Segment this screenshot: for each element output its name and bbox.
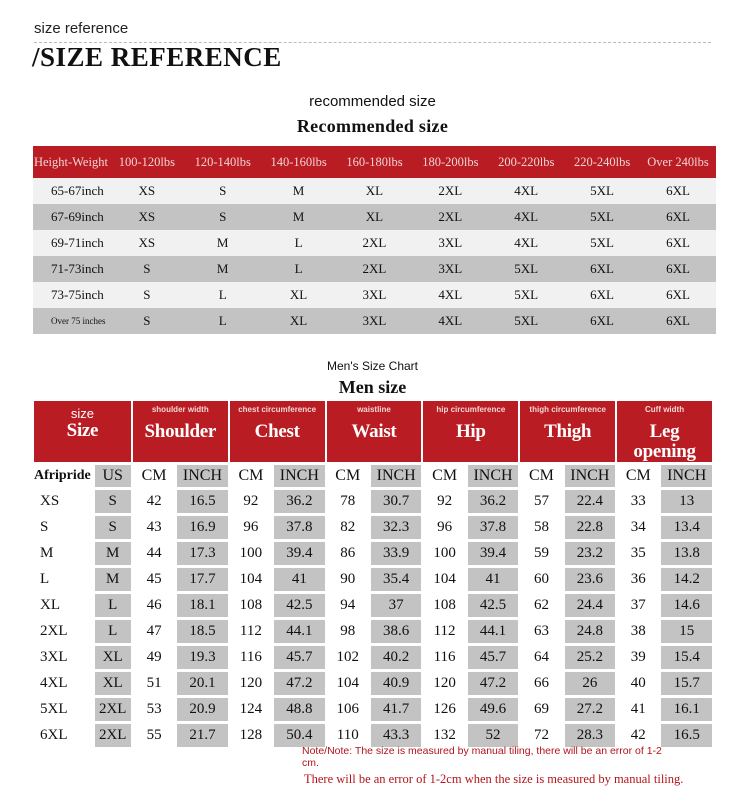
measurement-cell: 132 — [433, 727, 456, 743]
measurement-cell: 17.7 — [177, 568, 227, 591]
column-header-thigh — [520, 401, 615, 462]
measurement-cell: 43 — [146, 519, 162, 535]
recommended-size-table — [33, 146, 716, 334]
table-row — [33, 204, 716, 230]
measurement-cell: 62 — [533, 597, 549, 613]
size-cell: 5XL — [488, 282, 564, 308]
column-header-label: hip circumference — [436, 405, 506, 414]
size-cell: 4XL — [488, 204, 564, 230]
column-header-hip — [423, 401, 518, 462]
size-cell: XL — [261, 282, 337, 308]
measurement-cell: 69 — [533, 701, 549, 717]
size-cell: 3XL — [40, 649, 68, 665]
measurement-cell: 66 — [533, 675, 549, 691]
size-cell: 5XL — [488, 256, 564, 282]
size-cell: M — [95, 542, 131, 565]
measurement-cell: 23.2 — [565, 542, 615, 565]
measurement-cell: 110 — [336, 727, 359, 743]
size-cell: 6XL — [640, 178, 716, 204]
measurement-cell: 15.7 — [661, 672, 712, 695]
mens-size-chart-label: Men's Size Chart — [327, 359, 418, 373]
measurement-cell: 18.1 — [177, 594, 227, 617]
size-cell: L — [95, 594, 131, 617]
size-cell: 6XL — [640, 204, 716, 230]
measurement-cell: 42.5 — [468, 594, 518, 617]
column-header-shoulder — [133, 401, 228, 462]
measurement-cell: 116 — [239, 649, 262, 665]
column-header-label: thigh circumference — [529, 405, 606, 414]
size-cell: XL — [95, 646, 131, 669]
height-cell: 71-73inch — [33, 256, 109, 282]
measurement-cell: 92 — [243, 493, 259, 509]
measurement-cell: 18.5 — [177, 620, 227, 643]
size-cell: S — [95, 490, 131, 513]
size-cell: XS — [109, 178, 185, 204]
table-row — [34, 698, 712, 721]
measurement-cell: 108 — [433, 597, 456, 613]
table-row — [33, 308, 716, 334]
recommended-size-label: recommended size — [309, 93, 436, 110]
size-cell: XL — [337, 204, 413, 230]
measurement-cell: 40.2 — [371, 646, 421, 669]
measurement-cell: 15 — [661, 620, 712, 643]
measurement-cell: 46 — [146, 597, 162, 613]
measurement-cell: 41 — [274, 568, 324, 591]
size-cell: XL — [95, 672, 131, 695]
size-cell: XS — [40, 493, 60, 509]
measurement-cell: 24.4 — [565, 594, 615, 617]
measurement-cell: 13 — [661, 490, 712, 513]
measurement-cell: 96 — [243, 519, 259, 535]
measurement-cell: 40 — [630, 675, 646, 691]
table-row — [33, 282, 716, 308]
size-cell: L — [261, 230, 337, 256]
table-header-row — [34, 401, 712, 462]
size-cell: XS — [109, 230, 185, 256]
measurement-cell: 15.4 — [661, 646, 712, 669]
measurement-cell: 78 — [340, 493, 356, 509]
measurement-cell: 27.2 — [565, 698, 615, 721]
size-cell: 3XL — [412, 256, 488, 282]
measurement-cell: 34 — [630, 519, 646, 535]
column-header-title: Waist — [351, 421, 397, 442]
size-cell: XS — [109, 204, 185, 230]
unit-header: US — [95, 465, 131, 487]
size-cell: 4XL — [412, 308, 488, 334]
unit-header: CM — [625, 467, 651, 484]
column-header-chest — [230, 401, 325, 462]
measurement-cell: 39.4 — [274, 542, 324, 565]
measurement-cell: 20.1 — [177, 672, 227, 695]
size-cell: 4XL — [488, 230, 564, 256]
table-row — [34, 542, 712, 565]
size-cell: M — [185, 230, 261, 256]
height-cell: 67-69inch — [33, 204, 109, 230]
measurement-cell: 38 — [630, 623, 646, 639]
size-cell: 5XL — [564, 178, 640, 204]
men-size-title: Men size — [338, 377, 407, 397]
column-header-title: Size — [66, 420, 99, 441]
size-cell: M — [261, 204, 337, 230]
size-cell: M — [95, 568, 131, 591]
size-cell: 2XL — [337, 256, 413, 282]
column-header-waist — [327, 401, 422, 462]
size-cell: 6XL — [640, 230, 716, 256]
unit-header: INCH — [177, 465, 227, 487]
table-row — [34, 594, 712, 617]
measurement-cell: 104 — [239, 571, 263, 587]
measurement-cell: 37.8 — [468, 516, 518, 539]
measurement-cell: 124 — [239, 701, 263, 717]
measurement-cell: 25.2 — [565, 646, 615, 669]
measurement-cell: 16.9 — [177, 516, 227, 539]
size-cell: 2XL — [412, 204, 488, 230]
size-cell: S — [95, 516, 131, 539]
size-cell: S — [109, 308, 185, 334]
size-cell: 6XL — [40, 727, 68, 743]
measurement-cell: 59 — [533, 545, 549, 561]
size-cell: L — [95, 620, 131, 643]
measurement-cell: 44.1 — [274, 620, 324, 643]
measurement-cell: 37.8 — [274, 516, 324, 539]
size-cell: 2XL — [40, 623, 68, 639]
measurement-cell: 14.2 — [661, 568, 712, 591]
table-row — [34, 672, 712, 695]
unit-header: INCH — [468, 465, 518, 487]
men-size-table — [32, 398, 714, 750]
measurement-cell: 45.7 — [274, 646, 324, 669]
size-cell: 3XL — [337, 282, 413, 308]
measurement-cell: 21.7 — [177, 724, 227, 747]
measurement-cell: 16.1 — [661, 698, 712, 721]
table-row — [33, 256, 716, 282]
size-cell: S — [109, 256, 185, 282]
measurement-cell: 35 — [630, 545, 646, 561]
size-cell: 3XL — [412, 230, 488, 256]
column-header: 220-240lbs — [564, 146, 640, 178]
size-cell: L — [261, 256, 337, 282]
size-cell: 5XL — [564, 230, 640, 256]
unit-header-row — [34, 465, 712, 487]
measurement-cell: 24.8 — [565, 620, 615, 643]
measurement-cell: 35.4 — [371, 568, 421, 591]
size-cell: 6XL — [564, 308, 640, 334]
column-header: 180-200lbs — [412, 146, 488, 178]
unit-header: INCH — [661, 465, 712, 487]
measurement-cell: 94 — [340, 597, 356, 613]
measurement-cell: 48.8 — [274, 698, 324, 721]
size-cell: L — [185, 308, 261, 334]
size-cell: 2XL — [95, 724, 131, 747]
column-header: 100-120lbs — [109, 146, 185, 178]
measurement-cell: 37 — [630, 597, 646, 613]
measurement-cell: 60 — [533, 571, 549, 587]
measurement-cell: 42 — [630, 727, 646, 743]
column-header-label: waistline — [357, 405, 391, 414]
size-cell: S — [185, 204, 261, 230]
table-row — [34, 568, 712, 591]
measurement-cell: 19.3 — [177, 646, 227, 669]
measurement-cell: 104 — [336, 675, 359, 691]
size-cell: 6XL — [564, 256, 640, 282]
column-header: 200-220lbs — [488, 146, 564, 178]
table-row — [34, 646, 712, 669]
measurement-cell: 90 — [340, 571, 356, 587]
measurement-cell: 120 — [239, 675, 263, 691]
size-cell: XL — [40, 597, 60, 613]
measurement-cell: 28.3 — [565, 724, 615, 747]
measurement-cell: 42 — [146, 493, 162, 509]
size-cell: 2XL — [412, 178, 488, 204]
measurement-note-en: There will be an error of 1-2cm when the size is measured by manual tiling. — [304, 772, 684, 786]
size-cell: 3XL — [337, 308, 413, 334]
measurement-cell: 64 — [533, 649, 549, 665]
size-cell: 6XL — [640, 308, 716, 334]
size-cell: M — [261, 178, 337, 204]
size-cell: L — [40, 571, 50, 587]
measurement-cell: 37 — [371, 594, 421, 617]
size-cell: 4XL — [412, 282, 488, 308]
measurement-cell: 40.9 — [371, 672, 421, 695]
size-cell: 6XL — [640, 282, 716, 308]
measurement-cell: 63 — [533, 623, 549, 639]
column-header: Over 240lbs — [640, 146, 716, 178]
measurement-cell: 13.8 — [661, 542, 712, 565]
measurement-cell: 108 — [239, 597, 263, 613]
measurement-cell: 82 — [340, 519, 356, 535]
unit-header: CM — [238, 467, 264, 484]
size-cell: 5XL — [564, 204, 640, 230]
column-header-title: Thigh — [544, 421, 592, 442]
height-cell: 65-67inch — [33, 178, 109, 204]
measurement-cell: 17.3 — [177, 542, 227, 565]
measurement-cell: 41 — [630, 701, 646, 717]
size-cell: XL — [261, 308, 337, 334]
measurement-cell: 120 — [433, 675, 456, 691]
measurement-cell: 36.2 — [468, 490, 518, 513]
column-header-label: chest circumference — [238, 405, 317, 414]
measurement-cell: 100 — [239, 545, 263, 561]
measurement-cell: 116 — [433, 649, 456, 665]
column-header-title: Shoulder — [144, 421, 217, 442]
measurement-cell: 26 — [565, 672, 615, 695]
measurement-cell: 41 — [468, 568, 518, 591]
column-header: 160-180lbs — [337, 146, 413, 178]
column-header-title: Chest — [254, 421, 300, 442]
measurement-cell: 30.7 — [371, 490, 421, 513]
measurement-cell: 36 — [630, 571, 646, 587]
measurement-cell: 22.8 — [565, 516, 615, 539]
measurement-cell: 106 — [336, 701, 359, 717]
size-cell: 2XL — [95, 698, 131, 721]
measurement-cell: 22.4 — [565, 490, 615, 513]
measurement-cell: 20.9 — [177, 698, 227, 721]
measurement-cell: 112 — [433, 623, 456, 639]
measurement-cell: 13.4 — [661, 516, 712, 539]
measurement-cell: 49.6 — [468, 698, 518, 721]
table-row — [33, 178, 716, 204]
measurement-cell: 33.9 — [371, 542, 421, 565]
measurement-cell: 50.4 — [274, 724, 324, 747]
size-cell: S — [109, 282, 185, 308]
measurement-cell: 45 — [146, 571, 162, 587]
measurement-cell: 98 — [340, 623, 356, 639]
measurement-cell: 96 — [437, 519, 453, 535]
measurement-cell: 52 — [468, 724, 518, 747]
size-cell: 4XL — [40, 675, 68, 691]
unit-header: Afripride — [34, 468, 91, 483]
height-cell: 73-75inch — [33, 282, 109, 308]
measurement-cell: 42.5 — [274, 594, 324, 617]
measurement-cell: 55 — [146, 727, 162, 743]
measurement-cell: 39 — [630, 649, 646, 665]
measurement-cell: 49 — [146, 649, 162, 665]
size-cell: M — [185, 256, 261, 282]
unit-header: CM — [335, 467, 361, 484]
height-cell: Over 75 inches — [33, 308, 109, 334]
size-cell: S — [185, 178, 261, 204]
measurement-cell: 44.1 — [468, 620, 518, 643]
measurement-cell: 16.5 — [661, 724, 712, 747]
measurement-cell: 112 — [239, 623, 262, 639]
measurement-cell: 32.3 — [371, 516, 421, 539]
size-cell: 4XL — [488, 178, 564, 204]
unit-header: INCH — [274, 465, 324, 487]
unit-header: CM — [141, 467, 167, 484]
column-header-label: shoulder width — [151, 405, 209, 414]
table-header-row — [33, 146, 716, 178]
column-header-size — [34, 401, 131, 462]
measurement-cell: 47 — [146, 623, 162, 639]
measurement-cell: 126 — [433, 701, 456, 717]
measurement-note: Note/Note: The size is measured by manual tiling, there will be an error of 1-2 cm. — [302, 745, 662, 769]
size-cell: XL — [337, 178, 413, 204]
measurement-cell: 100 — [433, 545, 456, 561]
size-cell: L — [185, 282, 261, 308]
size-cell: M — [40, 545, 54, 561]
measurement-cell: 44 — [146, 545, 162, 561]
measurement-cell: 86 — [340, 545, 356, 561]
measurement-cell: 43.3 — [371, 724, 421, 747]
height-cell: 69-71inch — [33, 230, 109, 256]
measurement-cell: 72 — [533, 727, 549, 743]
measurement-cell: 104 — [433, 571, 456, 587]
column-header: 120-140lbs — [185, 146, 261, 178]
page-title: /SIZE REFERENCE — [32, 42, 282, 72]
column-header: 140-160lbs — [261, 146, 337, 178]
measurement-cell: 36.2 — [274, 490, 324, 513]
table-row — [33, 230, 716, 256]
measurement-cell: 47.2 — [274, 672, 324, 695]
measurement-cell: 45.7 — [468, 646, 518, 669]
column-header-title: Leg opening — [633, 421, 696, 462]
size-cell: S — [40, 519, 49, 535]
measurement-cell: 47.2 — [468, 672, 518, 695]
unit-header: INCH — [371, 465, 421, 487]
size-cell: 6XL — [640, 256, 716, 282]
table-row — [34, 490, 712, 513]
size-cell: 2XL — [337, 230, 413, 256]
unit-header: INCH — [565, 465, 615, 487]
table-row — [34, 724, 712, 747]
measurement-cell: 14.6 — [661, 594, 712, 617]
column-header-leg-opening — [617, 401, 712, 462]
measurement-cell: 33 — [630, 493, 646, 509]
measurement-cell: 92 — [437, 493, 453, 509]
measurement-cell: 128 — [239, 727, 263, 743]
column-header: Height-Weight — [33, 146, 109, 178]
measurement-cell: 41.7 — [371, 698, 421, 721]
table-row — [34, 620, 712, 643]
column-header-label: size — [70, 406, 94, 421]
measurement-cell: 58 — [533, 519, 549, 535]
unit-header: CM — [528, 467, 554, 484]
section-label: size reference — [34, 20, 129, 37]
measurement-cell: 39.4 — [468, 542, 518, 565]
unit-header: CM — [432, 467, 458, 484]
table-row — [34, 516, 712, 539]
size-cell: 5XL — [488, 308, 564, 334]
column-header-label: Cuff width — [644, 405, 685, 414]
column-header-title: Hip — [455, 421, 486, 442]
measurement-cell: 38.6 — [371, 620, 421, 643]
measurement-cell: 53 — [146, 701, 162, 717]
recommended-size-title: Recommended size — [296, 116, 449, 136]
measurement-cell: 51 — [146, 675, 162, 691]
measurement-cell: 16.5 — [177, 490, 227, 513]
size-cell: 5XL — [40, 701, 68, 717]
measurement-cell: 102 — [336, 649, 359, 665]
measurement-cell: 23.6 — [565, 568, 615, 591]
size-cell: 6XL — [564, 282, 640, 308]
measurement-cell: 57 — [533, 493, 549, 509]
